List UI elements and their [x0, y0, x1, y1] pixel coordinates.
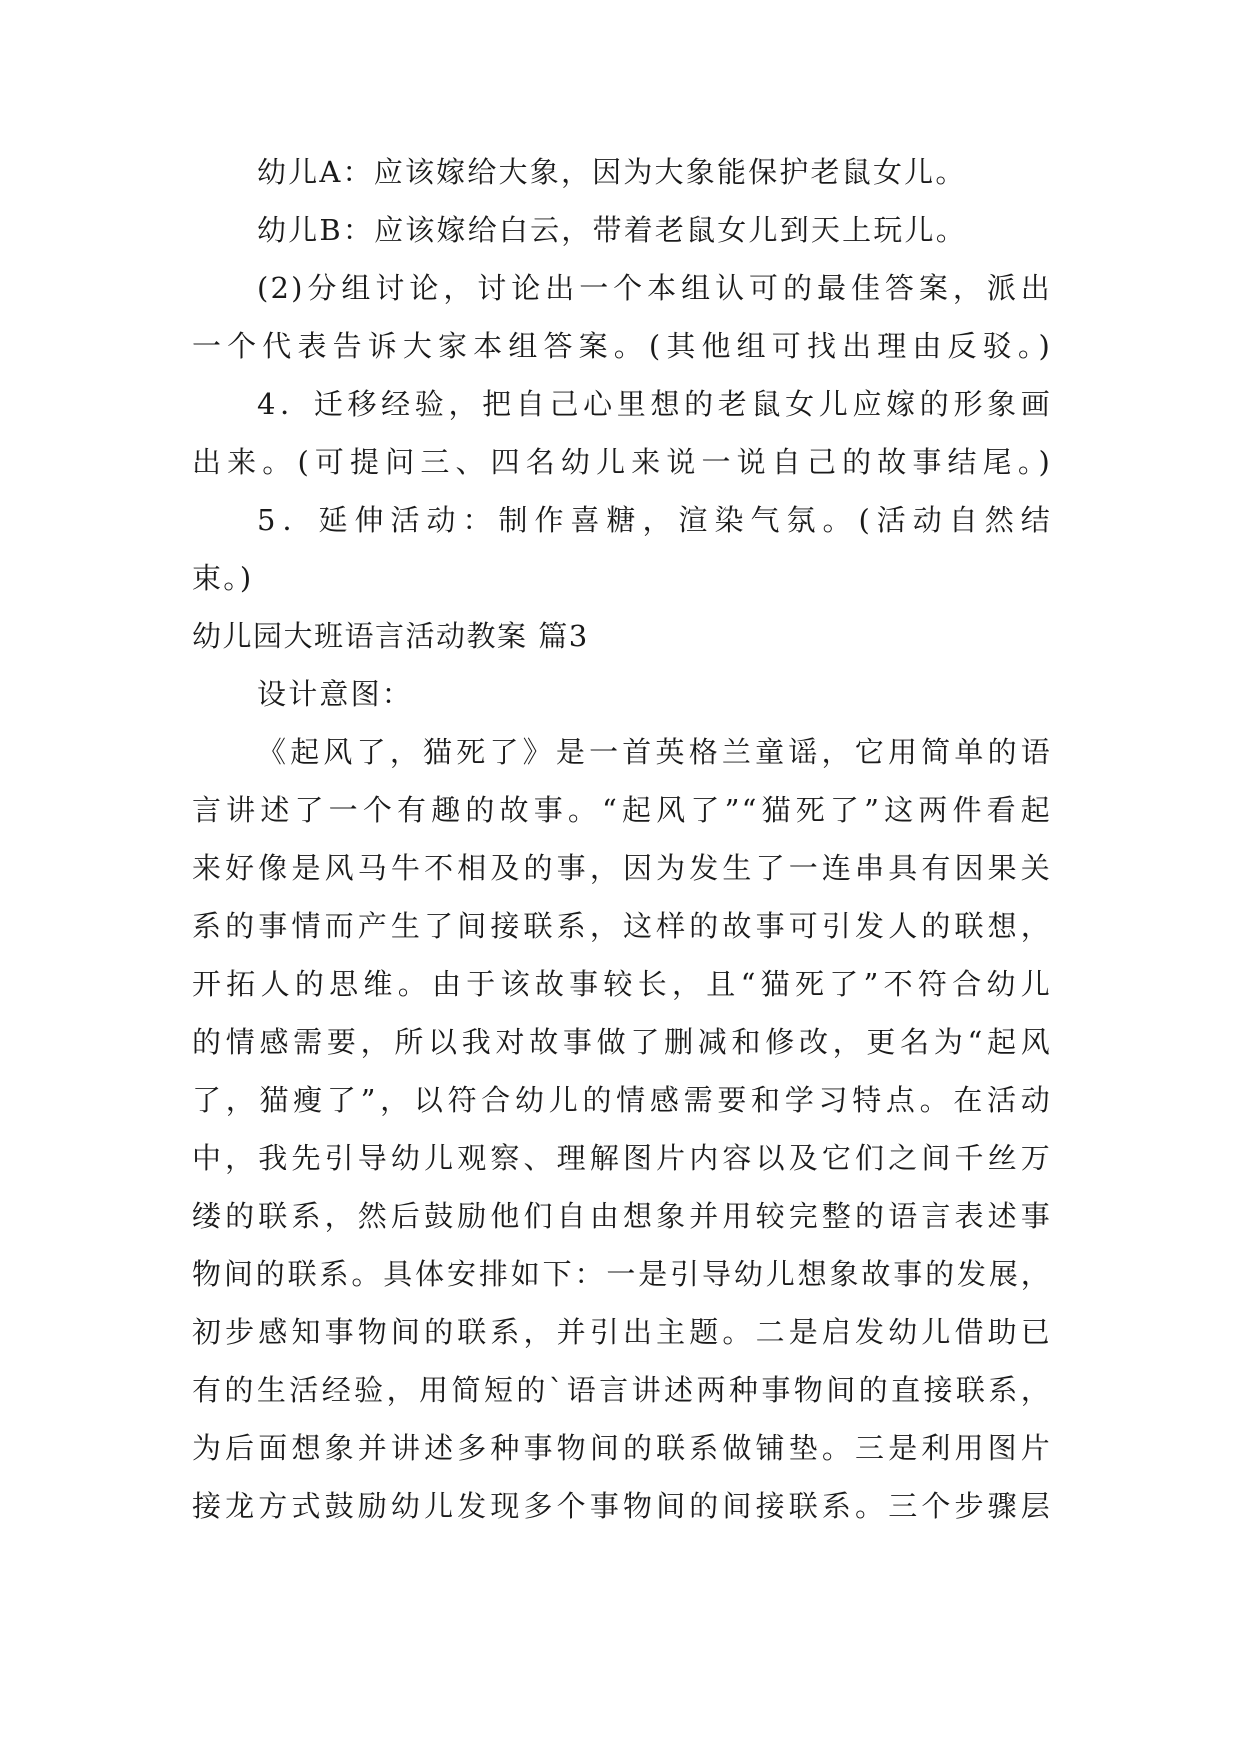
paragraph-line: 接龙方式鼓励幼儿发现多个事物间的间接联系。三个步骤层 — [192, 1489, 1052, 1523]
paragraph-line: 的情感需要，所以我对故事做了删减和修改，更名为“起风 — [192, 1025, 1052, 1059]
paragraph-line: 一个代表告诉大家本组答案。(其他组可找出理由反驳。) — [192, 329, 1052, 363]
paragraph-line: 言讲述了一个有趣的故事。“起风了”“猫死了”这两件看起 — [192, 793, 1052, 827]
paragraph-line: 为后面想象并讲述多种事物间的联系做铺垫。三是利用图片 — [192, 1431, 1052, 1465]
paragraph-line: 系的事情而产生了间接联系，这样的故事可引发人的联想， — [192, 909, 1052, 943]
paragraph-line: 物间的联系。具体安排如下：一是引导幼儿想象故事的发展， — [192, 1257, 1052, 1291]
paragraph-line: 开拓人的思维。由于该故事较长，且“猫死了”不符合幼儿 — [192, 967, 1052, 1001]
subheading: 设计意图： — [257, 677, 414, 711]
paragraph-line: 了，猫瘦了”，以符合幼儿的情感需要和学习特点。在活动 — [192, 1083, 1052, 1117]
paragraph-line: 幼儿A：应该嫁给大象，因为大象能保护老鼠女儿。 — [257, 155, 967, 189]
paragraph-line: 5．延伸活动：制作喜糖，渲染气氛。(活动自然结 — [257, 503, 1052, 537]
paragraph-line: 缕的联系，然后鼓励他们自由想象并用较完整的语言表述事 — [192, 1199, 1052, 1233]
paragraph-line: 束。) — [192, 561, 254, 595]
paragraph-line: 初步感知事物间的联系，并引出主题。二是启发幼儿借助已 — [192, 1315, 1052, 1349]
paragraph-line: 出来。(可提问三、四名幼儿来说一说自己的故事结尾。) — [192, 445, 1052, 479]
paragraph-line: 4．迁移经验，把自己心里想的老鼠女儿应嫁的形象画 — [257, 387, 1052, 421]
paragraph-line: 《起风了，猫死了》是一首英格兰童谣，它用简单的语 — [257, 735, 1052, 769]
paragraph-line: 有的生活经验，用简短的`语言讲述两种事物间的直接联系， — [192, 1373, 1052, 1407]
paragraph-line: 幼儿B：应该嫁给白云，带着老鼠女儿到天上玩儿。 — [257, 213, 967, 247]
section-heading: 幼儿园大班语言活动教案 篇3 — [192, 619, 589, 653]
paragraph-line: (2)分组讨论，讨论出一个本组认可的最佳答案，派出 — [257, 271, 1052, 305]
paragraph-line: 中，我先引导幼儿观察、理解图片内容以及它们之间千丝万 — [192, 1141, 1052, 1175]
paragraph-line: 来好像是风马牛不相及的事，因为发生了一连串具有因果关 — [192, 851, 1052, 885]
